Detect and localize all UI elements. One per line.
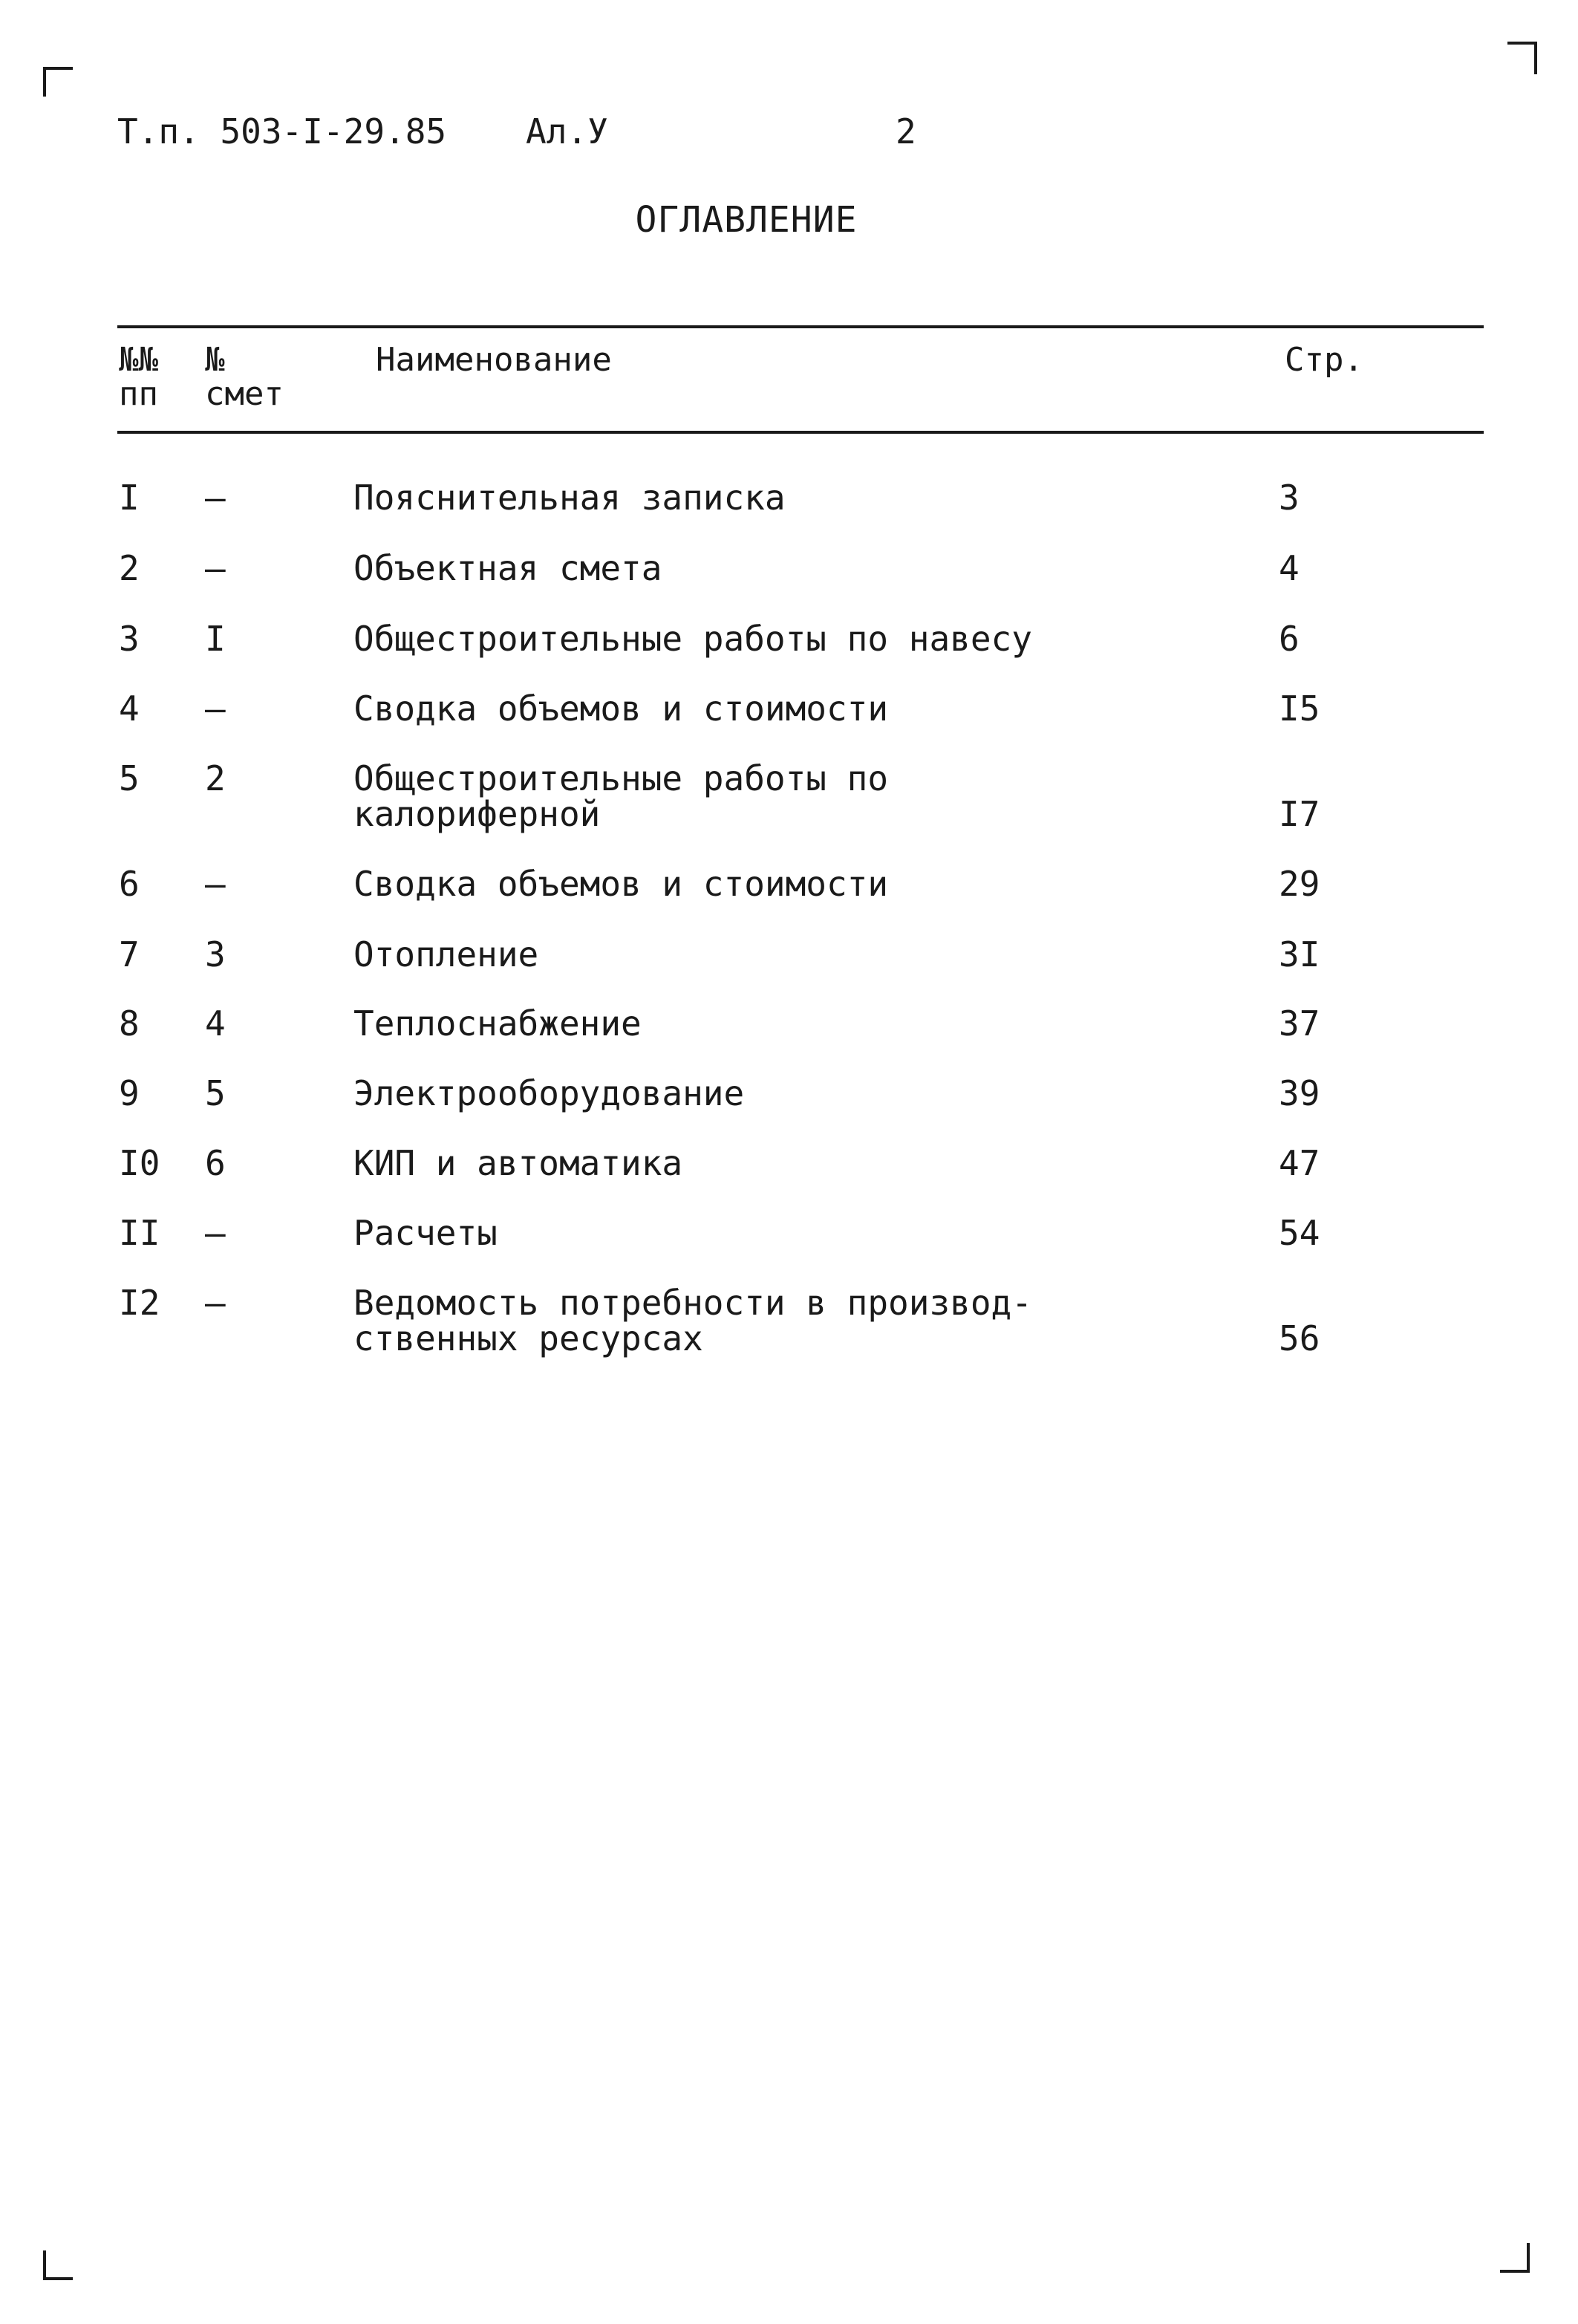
row-page: 3 xyxy=(1279,478,1300,518)
page-title: ОГЛАВЛЕНИЕ xyxy=(635,199,858,241)
row-number: 9 xyxy=(119,1073,140,1113)
row-name xyxy=(353,758,1245,834)
table-top-rule xyxy=(117,325,1484,328)
table-header-rule xyxy=(117,431,1484,434)
document-code: Т.п. 503-I-29.85 xyxy=(117,111,447,152)
column-header-estimate-line2: смет xyxy=(205,375,284,413)
column-header-name: Наименование xyxy=(376,341,612,379)
row-name: Пояснительная записка xyxy=(353,478,786,518)
row-estimate: 4 xyxy=(205,1003,226,1044)
column-header-estimate-line1: № xyxy=(205,341,225,379)
row-page: I5 xyxy=(1279,689,1320,729)
column-header-number-line2: пп xyxy=(119,375,158,413)
row-page: 47 xyxy=(1279,1143,1320,1183)
row-name xyxy=(353,1285,1245,1356)
corner-mark-bottom-right xyxy=(1500,2243,1530,2273)
row-name-line1: Общестроительные работы по xyxy=(353,758,889,798)
corner-mark-top-right xyxy=(1507,42,1537,74)
row-page: 6 xyxy=(1279,619,1300,659)
row-number: 6 xyxy=(119,864,140,904)
row-name-line2: ственных ресурсах xyxy=(353,1318,703,1358)
row-name: КИП и автоматика xyxy=(353,1143,683,1183)
row-estimate: – xyxy=(205,548,226,588)
row-page: 3I xyxy=(1279,934,1320,974)
row-page: 54 xyxy=(1279,1213,1320,1253)
corner-mark-bottom-left xyxy=(43,2250,73,2280)
row-number: 7 xyxy=(119,934,140,974)
row-page: I7 xyxy=(1279,794,1320,834)
column-header-number-line1: №№ xyxy=(119,341,158,379)
row-estimate: – xyxy=(205,689,226,729)
column-header-page: Стр. xyxy=(1285,341,1363,379)
row-estimate: 2 xyxy=(205,758,226,798)
row-name: Общестроительные работы по навесу xyxy=(353,619,1032,659)
row-number: II xyxy=(119,1213,160,1253)
row-number: I xyxy=(119,478,140,518)
row-name-line2: калориферной xyxy=(353,794,601,834)
row-estimate: – xyxy=(205,1213,226,1253)
row-page: 4 xyxy=(1279,548,1300,588)
row-name: Сводка объемов и стоимости xyxy=(353,864,889,904)
row-page: 29 xyxy=(1279,864,1320,904)
row-number: 8 xyxy=(119,1003,140,1044)
row-number: 3 xyxy=(119,619,140,659)
row-estimate: – xyxy=(205,1283,226,1323)
row-name: Объектная смета xyxy=(353,548,662,588)
row-estimate: 5 xyxy=(205,1073,226,1113)
row-estimate: – xyxy=(205,864,226,904)
row-estimate: I xyxy=(205,619,226,659)
row-page: 39 xyxy=(1279,1073,1320,1113)
row-name: Теплоснабжение xyxy=(353,1003,642,1044)
row-estimate: 6 xyxy=(205,1143,226,1183)
row-page: 37 xyxy=(1279,1003,1320,1044)
column-header-estimate xyxy=(205,343,324,411)
row-estimate: 3 xyxy=(205,934,226,974)
row-name: Сводка объемов и стоимости xyxy=(353,689,889,729)
row-number: 4 xyxy=(119,689,140,729)
row-page: 56 xyxy=(1279,1318,1320,1358)
column-header-number xyxy=(119,343,200,411)
row-number: 5 xyxy=(119,758,140,798)
row-estimate: – xyxy=(205,478,226,518)
row-name: Электрооборудование xyxy=(353,1073,745,1113)
page-number: 2 xyxy=(896,111,916,152)
album-number: Ал.У xyxy=(526,111,608,152)
row-name-line1: Ведомость потребности в производ- xyxy=(353,1283,1032,1323)
row-number: I2 xyxy=(119,1283,160,1323)
corner-mark-top-left xyxy=(43,67,73,97)
row-name: Расчеты xyxy=(353,1213,498,1253)
row-number: I0 xyxy=(119,1143,160,1183)
row-name: Отопление xyxy=(353,934,539,974)
row-number: 2 xyxy=(119,548,140,588)
